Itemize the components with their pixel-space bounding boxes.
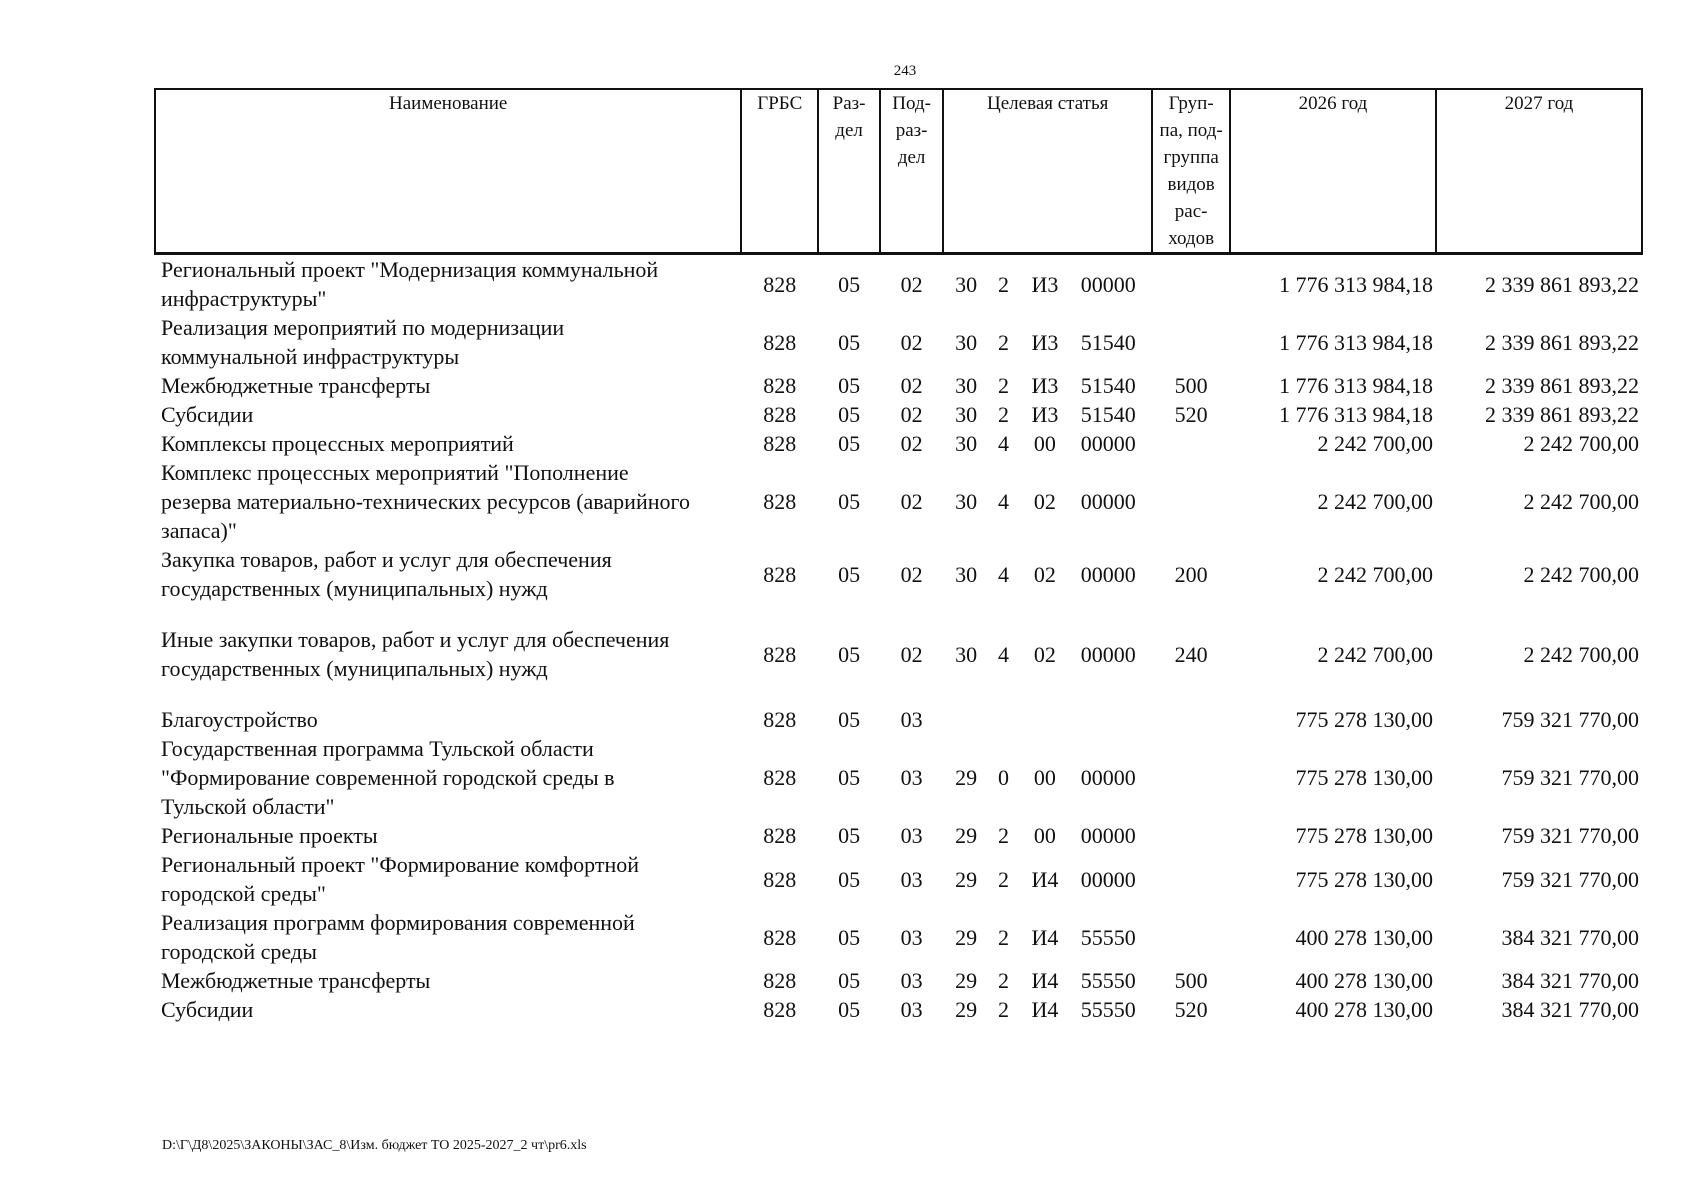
row-amount-2026: 400 278 130,00 xyxy=(1295,924,1433,950)
row-amount-2027: 759 321 770,00 xyxy=(1501,765,1639,790)
row-expense-group xyxy=(1152,734,1230,821)
header-target-article: Целевая статья xyxy=(943,89,1152,254)
target-project-code: И4 xyxy=(1031,968,1059,993)
target-project-code: И3 xyxy=(1031,271,1059,297)
target-type-code: 2 xyxy=(998,271,1010,297)
row-amount-2026: 400 278 130,00 xyxy=(1295,968,1433,993)
header-year-2026: 2026 год xyxy=(1230,89,1436,254)
row-subsection: 02 xyxy=(900,431,923,456)
row-amount-2027: 2 339 861 893,22 xyxy=(1485,271,1639,297)
target-direction-code: 55550 xyxy=(1080,997,1136,1022)
row-amount-2027: 2 339 861 893,22 xyxy=(1485,373,1639,398)
target-direction-code: 00000 xyxy=(1080,866,1136,892)
row-target-article xyxy=(943,995,1152,1024)
row-grbs: 828 xyxy=(763,866,797,892)
table-row xyxy=(155,429,1642,458)
target-direction-code: 00000 xyxy=(1080,271,1136,297)
target-project-code: И4 xyxy=(1031,924,1059,950)
row-grbs: 828 xyxy=(763,924,797,950)
row-grbs: 828 xyxy=(763,373,797,398)
target-project-code: И3 xyxy=(1031,329,1059,355)
target-type-code: 2 xyxy=(998,402,1010,427)
target-project-code: 00 xyxy=(1033,765,1056,790)
row-grbs: 828 xyxy=(763,968,797,993)
row-subsection: 03 xyxy=(900,924,923,950)
row-grbs: 828 xyxy=(763,431,797,456)
row-section: 05 xyxy=(838,329,861,355)
target-type-code: 2 xyxy=(998,866,1010,892)
row-amount-2027: 759 321 770,00 xyxy=(1501,823,1639,848)
target-project-code: 02 xyxy=(1033,641,1056,667)
row-amount-2027: 2 242 700,00 xyxy=(1523,561,1639,587)
table-row xyxy=(155,908,1642,966)
row-target-article xyxy=(943,545,1152,625)
row-target-article xyxy=(943,429,1152,458)
target-type-code: 4 xyxy=(998,641,1010,667)
row-name: Реализация мероприятий по модернизации коммунальной инфраструктуры xyxy=(161,315,565,369)
row-amount-2026: 775 278 130,00 xyxy=(1295,823,1433,848)
target-program-code: 29 xyxy=(955,866,978,892)
target-direction-code: 55550 xyxy=(1080,968,1136,993)
row-amount-2026: 1 776 313 984,18 xyxy=(1278,271,1433,297)
table-row xyxy=(155,821,1642,850)
target-program-code: 29 xyxy=(955,968,978,993)
row-expense-group: 520 xyxy=(1174,402,1208,427)
row-subsection: 03 xyxy=(900,866,923,892)
row-amount-2027: 2 242 700,00 xyxy=(1523,489,1639,514)
footer-file-path: D:\Г\Д8\2025\ЗАКОНЫ\ЗАС_8\Изм. бюджет ТО 2025-2027_2 чт\pr6.xls xyxy=(162,1138,587,1153)
header-subsection: Под- раз- дел xyxy=(880,89,943,254)
row-grbs: 828 xyxy=(763,641,797,667)
table-row xyxy=(155,400,1642,429)
row-target-article xyxy=(943,705,1152,734)
target-direction-code: 00000 xyxy=(1080,765,1136,790)
row-name: Иные закупки товаров, работ и услуг для обеспечения государственных (муниципальных) нужд xyxy=(161,627,670,681)
row-name: Межбюджетные трансферты xyxy=(161,373,431,398)
row-amount-2026: 400 278 130,00 xyxy=(1295,997,1433,1022)
row-name: Комплексы процессных мероприятий xyxy=(161,431,514,456)
target-project-code: 00 xyxy=(1033,823,1056,848)
target-type-code: 4 xyxy=(998,489,1010,514)
target-project-code: И4 xyxy=(1031,997,1059,1022)
row-expense-group: 500 xyxy=(1174,968,1208,993)
target-project-code: И3 xyxy=(1031,373,1059,398)
row-amount-2026: 2 242 700,00 xyxy=(1317,641,1433,667)
row-subsection: 02 xyxy=(900,402,923,427)
row-amount-2027: 759 321 770,00 xyxy=(1501,707,1639,732)
page-number: 243 xyxy=(893,63,917,79)
target-project-code: И4 xyxy=(1031,866,1059,892)
row-name: Межбюджетные трансферты xyxy=(161,968,431,993)
row-amount-2027: 384 321 770,00 xyxy=(1501,924,1639,950)
table-row xyxy=(155,625,1642,705)
target-type-code: 2 xyxy=(998,997,1010,1022)
row-name: Государственная программа Тульской области "Формирование современной городской среды в Тульской области" xyxy=(161,736,615,819)
row-expense-group: 500 xyxy=(1174,373,1208,398)
row-grbs: 828 xyxy=(763,329,797,355)
row-target-article xyxy=(943,254,1152,314)
row-subsection: 02 xyxy=(900,561,923,587)
target-type-code: 2 xyxy=(998,823,1010,848)
table-row xyxy=(155,966,1642,995)
row-amount-2027: 2 242 700,00 xyxy=(1523,641,1639,667)
row-section: 05 xyxy=(838,431,861,456)
header-name: Наименование xyxy=(155,89,741,254)
row-subsection: 02 xyxy=(900,641,923,667)
row-target-article xyxy=(943,908,1152,966)
row-expense-group xyxy=(1152,821,1230,850)
row-amount-2026: 2 242 700,00 xyxy=(1317,431,1433,456)
header-section: Раз- дел xyxy=(818,89,880,254)
table-row xyxy=(155,995,1642,1024)
row-target-article xyxy=(943,458,1152,545)
target-project-code: 00 xyxy=(1033,431,1056,456)
row-subsection: 03 xyxy=(900,968,923,993)
table-row xyxy=(155,734,1642,821)
row-expense-group xyxy=(1152,705,1230,734)
row-amount-2026: 775 278 130,00 xyxy=(1295,707,1433,732)
row-amount-2026: 775 278 130,00 xyxy=(1295,765,1433,790)
target-program-code: 30 xyxy=(955,402,978,427)
row-subsection: 02 xyxy=(900,271,923,297)
budget-table xyxy=(154,88,1643,1024)
row-amount-2026: 1 776 313 984,18 xyxy=(1278,329,1433,355)
row-expense-group xyxy=(1152,908,1230,966)
row-grbs: 828 xyxy=(763,402,797,427)
row-expense-group: 240 xyxy=(1174,641,1208,667)
table-row xyxy=(155,705,1642,734)
target-program-code: 29 xyxy=(955,823,978,848)
target-type-code: 2 xyxy=(998,968,1010,993)
target-direction-code: 00000 xyxy=(1080,641,1136,667)
row-target-article xyxy=(943,625,1152,705)
target-direction-code: 00000 xyxy=(1080,561,1136,587)
row-grbs: 828 xyxy=(763,997,797,1022)
row-grbs: 828 xyxy=(763,561,797,587)
row-section: 05 xyxy=(838,561,861,587)
row-target-article xyxy=(943,821,1152,850)
row-grbs: 828 xyxy=(763,765,797,790)
row-section: 05 xyxy=(838,489,861,514)
target-program-code: 30 xyxy=(955,431,978,456)
row-subsection: 02 xyxy=(900,489,923,514)
table-row xyxy=(155,313,1642,371)
target-program-code: 30 xyxy=(955,489,978,514)
target-direction-code: 00000 xyxy=(1080,431,1136,456)
row-name: Субсидии xyxy=(161,997,254,1022)
target-direction-code: 51540 xyxy=(1080,373,1136,398)
row-expense-group: 200 xyxy=(1174,561,1208,587)
row-section: 05 xyxy=(838,765,861,790)
row-name: Благоустройство xyxy=(161,707,318,732)
row-amount-2027: 384 321 770,00 xyxy=(1501,968,1639,993)
row-subsection: 03 xyxy=(900,765,923,790)
row-amount-2026: 2 242 700,00 xyxy=(1317,489,1433,514)
row-amount-2027: 2 339 861 893,22 xyxy=(1485,402,1639,427)
row-grbs: 828 xyxy=(763,707,797,732)
target-project-code: 02 xyxy=(1033,561,1056,587)
target-direction-code: 51540 xyxy=(1080,402,1136,427)
row-section: 05 xyxy=(838,866,861,892)
row-section: 05 xyxy=(838,823,861,848)
target-type-code: 4 xyxy=(998,431,1010,456)
row-subsection: 03 xyxy=(900,707,923,732)
table-body xyxy=(155,254,1642,1025)
target-program-code: 29 xyxy=(955,997,978,1022)
row-grbs: 828 xyxy=(763,823,797,848)
target-program-code: 30 xyxy=(955,641,978,667)
target-type-code: 0 xyxy=(998,765,1010,790)
row-name: Комплекс процессных мероприятий "Пополнение резерва материально-технических ресурсов (аварийного запаса)" xyxy=(161,460,690,543)
target-direction-code: 55550 xyxy=(1080,924,1136,950)
row-section: 05 xyxy=(838,707,861,732)
table-row xyxy=(155,254,1642,314)
table-row xyxy=(155,850,1642,908)
row-section: 05 xyxy=(838,968,861,993)
target-program-code: 30 xyxy=(955,373,978,398)
row-subsection: 02 xyxy=(900,373,923,398)
table-header-row xyxy=(155,89,1642,254)
row-amount-2027: 759 321 770,00 xyxy=(1501,866,1639,892)
target-program-code: 29 xyxy=(955,765,978,790)
target-project-code: И3 xyxy=(1031,402,1059,427)
target-program-code: 30 xyxy=(955,271,978,297)
row-name: Закупка товаров, работ и услуг для обеспечения государственных (муниципальных) нужд xyxy=(161,547,612,601)
row-target-article xyxy=(943,850,1152,908)
target-program-code: 29 xyxy=(955,924,978,950)
row-section: 05 xyxy=(838,997,861,1022)
row-subsection: 03 xyxy=(900,823,923,848)
table-row xyxy=(155,545,1642,625)
row-section: 05 xyxy=(838,271,861,297)
header-year-2027: 2027 год xyxy=(1436,89,1642,254)
target-direction-code: 00000 xyxy=(1080,823,1136,848)
target-project-code: 02 xyxy=(1033,489,1056,514)
row-section: 05 xyxy=(838,641,861,667)
target-program-code: 30 xyxy=(955,329,978,355)
row-subsection: 03 xyxy=(900,997,923,1022)
row-expense-group: 520 xyxy=(1174,997,1208,1022)
row-amount-2026: 2 242 700,00 xyxy=(1317,561,1433,587)
row-section: 05 xyxy=(838,402,861,427)
row-expense-group xyxy=(1152,429,1230,458)
target-program-code: 30 xyxy=(955,561,978,587)
row-target-article xyxy=(943,966,1152,995)
table-row xyxy=(155,458,1642,545)
row-target-article xyxy=(943,400,1152,429)
row-name: Региональный проект "Формирование комфортной городской среды" xyxy=(161,852,639,906)
row-name: Реализация программ формирования современной городской среды xyxy=(161,910,635,964)
target-type-code: 2 xyxy=(998,373,1010,398)
header-expense-group: Груп- па, под- группа видов рас- ходов xyxy=(1152,89,1230,254)
target-type-code: 2 xyxy=(998,924,1010,950)
row-amount-2026: 1 776 313 984,18 xyxy=(1278,402,1433,427)
header-grbs: ГРБС xyxy=(741,89,818,254)
row-expense-group xyxy=(1152,458,1230,545)
table-row xyxy=(155,371,1642,400)
row-section: 05 xyxy=(838,924,861,950)
row-amount-2026: 1 776 313 984,18 xyxy=(1278,373,1433,398)
row-subsection: 02 xyxy=(900,329,923,355)
row-target-article xyxy=(943,371,1152,400)
row-amount-2026: 775 278 130,00 xyxy=(1295,866,1433,892)
row-amount-2027: 384 321 770,00 xyxy=(1501,997,1639,1022)
row-expense-group xyxy=(1152,254,1230,314)
row-name: Субсидии xyxy=(161,402,254,427)
row-name: Региональные проекты xyxy=(161,823,378,848)
row-target-article xyxy=(943,734,1152,821)
target-type-code: 2 xyxy=(998,329,1010,355)
target-type-code: 4 xyxy=(998,561,1010,587)
row-name: Региональный проект "Модернизация коммунальной инфраструктуры" xyxy=(161,257,659,311)
row-expense-group xyxy=(1152,313,1230,371)
target-direction-code: 00000 xyxy=(1080,489,1136,514)
row-grbs: 828 xyxy=(763,489,797,514)
row-section: 05 xyxy=(838,373,861,398)
row-expense-group xyxy=(1152,850,1230,908)
row-amount-2027: 2 339 861 893,22 xyxy=(1485,329,1639,355)
row-target-article xyxy=(943,313,1152,371)
target-direction-code: 51540 xyxy=(1080,329,1136,355)
row-amount-2027: 2 242 700,00 xyxy=(1523,431,1639,456)
row-grbs: 828 xyxy=(763,271,797,297)
